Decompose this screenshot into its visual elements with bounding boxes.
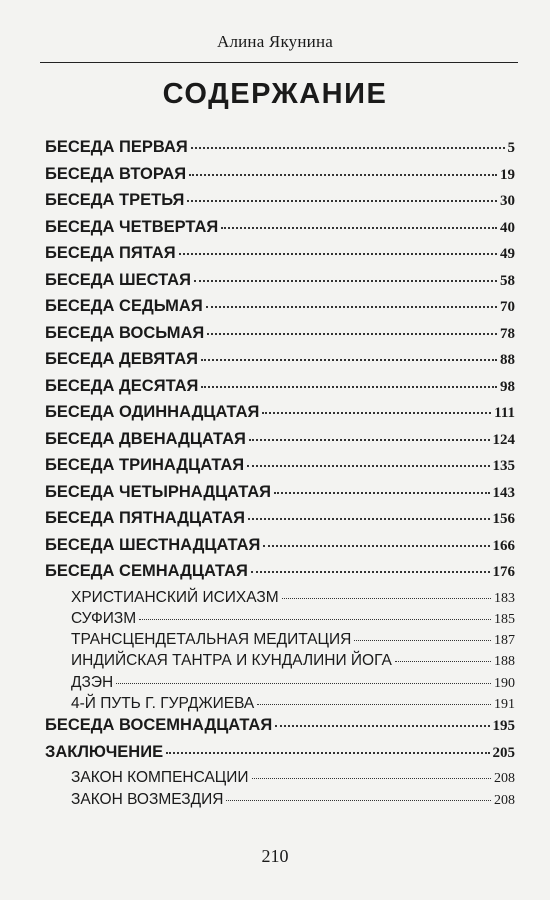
toc-entry-page: 187: [494, 633, 515, 649]
toc-entry-page: 190: [494, 675, 515, 691]
toc-entry-title: БЕСЕДА ЧЕТЫРНАДЦАТАЯ: [45, 482, 272, 501]
toc-subentry: [45, 631, 515, 652]
toc-entry-title: БЕСЕДА ПЯТНАДЦАТАЯ: [45, 509, 245, 527]
toc-entry-page: 40: [500, 219, 515, 236]
toc-entry-page: 191: [494, 696, 515, 712]
toc-entry-page: 5: [507, 140, 515, 156]
toc-entry-page: 176: [492, 564, 515, 580]
toc-subentry: [45, 695, 515, 716]
dot-leader: [179, 253, 497, 255]
toc-entry-title: БЕСЕДА ДВЕНАДЦАТАЯ: [45, 429, 246, 448]
toc-entry-page: 183: [494, 590, 515, 606]
toc-subentry: [45, 769, 515, 790]
toc-entry: [45, 403, 515, 430]
toc-entry: [45, 191, 515, 218]
dot-leader: [248, 518, 490, 520]
dot-leader: [247, 465, 489, 467]
toc-entry-page: 135: [492, 458, 515, 474]
dot-leader: [139, 619, 491, 620]
toc-entry: [45, 297, 515, 324]
toc-entry-page: 188: [494, 654, 515, 670]
toc-entry-title: БЕСЕДА СЕМНАДЦАТАЯ: [45, 562, 248, 580]
toc-entry: [45, 244, 515, 271]
dot-leader: [191, 147, 505, 149]
page-number: 210: [261, 846, 289, 866]
dot-leader: [249, 439, 490, 441]
toc-entry-title: БЕСЕДА ТРИНАДЦАТАЯ: [45, 456, 245, 474]
toc-entry: [45, 165, 515, 192]
page-title: СОДЕРЖАНИЕ: [162, 78, 388, 110]
toc-entry-page: 205: [492, 744, 515, 761]
toc-entry-title: БЕСЕДА ДЕСЯТАЯ: [45, 376, 199, 395]
toc-entry-title: БЕСЕДА ВТОРАЯ: [45, 164, 187, 183]
toc-entry: [45, 536, 515, 563]
toc-entry: [45, 430, 515, 457]
toc-subentry: [45, 674, 515, 695]
toc-entry-page: 88: [500, 352, 515, 368]
toc-entry-page: 208: [494, 792, 515, 808]
toc-entry-title: ДЗЭН: [71, 673, 114, 691]
toc-entry-title: БЕСЕДА ОДИННАДЦАТАЯ: [45, 403, 260, 421]
toc-entry-page: 49: [500, 246, 515, 262]
toc-entry: [45, 377, 515, 404]
toc-entry-title: ЗАКОН КОМПЕНСАЦИИ: [71, 769, 249, 787]
toc-entry-page: 98: [500, 378, 515, 395]
dot-leader: [116, 683, 491, 684]
dot-leader: [189, 174, 497, 176]
header-rule: [40, 62, 518, 63]
toc-entry-page: 58: [500, 272, 515, 289]
dot-leader: [257, 704, 491, 705]
toc-entry-title: БЕСЕДА ПЯТАЯ: [45, 244, 176, 262]
dot-leader: [226, 800, 491, 801]
dot-leader: [263, 545, 489, 547]
toc-subentry: [45, 610, 515, 631]
toc-entry-title: 4-Й ПУТЬ Г. ГУРДЖИЕВА: [71, 694, 255, 712]
dot-leader: [354, 640, 491, 641]
toc-entry-page: 70: [500, 299, 515, 315]
toc-entry-title: БЕСЕДА СЕДЬМАЯ: [45, 297, 203, 315]
toc-entry: [45, 324, 515, 351]
toc-entry-title: ИНДИЙСКАЯ ТАНТРА И КУНДАЛИНИ ЙОГА: [71, 652, 392, 670]
toc-subentry: [45, 652, 515, 673]
toc-entry: [45, 562, 515, 589]
toc-entry-title: БЕСЕДА ТРЕТЬЯ: [45, 191, 185, 209]
toc-entry-page: 195: [492, 718, 515, 735]
toc-entry: [45, 509, 515, 536]
toc-entry-page: 143: [492, 484, 515, 501]
toc-entry-title: ХРИСТИАНСКИЙ ИСИХАЗМ: [71, 588, 279, 606]
toc-entry-page: 19: [500, 166, 515, 183]
toc-entry-page: 124: [492, 431, 515, 448]
dot-leader: [262, 412, 491, 414]
toc-entry-page: 78: [500, 325, 515, 342]
dot-leader: [201, 359, 497, 361]
toc-entry-title: БЕСЕДА ДЕВЯТАЯ: [45, 350, 198, 368]
toc-entry: [45, 271, 515, 298]
toc-entry: [45, 456, 515, 483]
dot-leader: [207, 333, 497, 335]
toc-entry-title: СУФИЗМ: [71, 609, 137, 627]
dot-leader: [166, 752, 489, 754]
dot-leader: [221, 227, 497, 229]
toc-entry-page: 166: [492, 537, 515, 554]
dot-leader: [201, 386, 497, 388]
dot-leader: [251, 571, 490, 573]
toc-entry-title: БЕСЕДА ПЕРВАЯ: [45, 138, 188, 156]
toc-entry-title: БЕСЕДА ВОСЬМАЯ: [45, 323, 205, 342]
toc-entry-title: ЗАКОН ВОЗМЕЗДИЯ: [71, 790, 224, 808]
toc-entry-title: БЕСЕДА ЧЕТВЕРТАЯ: [45, 217, 219, 236]
toc-entry: [45, 138, 515, 165]
toc-entry-title: БЕСЕДА ВОСЕМНАДЦАТАЯ: [45, 716, 273, 735]
dot-leader: [275, 725, 489, 727]
toc-entry-page: 156: [492, 511, 515, 527]
toc-entry: [45, 483, 515, 510]
dot-leader: [187, 200, 497, 202]
dot-leader: [274, 492, 489, 494]
toc-entry-page: 30: [500, 193, 515, 209]
toc-entry-title: БЕСЕДА ШЕСТНАДЦАТАЯ: [45, 535, 261, 554]
toc-entry-page: 111: [494, 405, 515, 421]
running-head: Алина Якунина: [216, 32, 334, 51]
toc-entry-title: БЕСЕДА ШЕСТАЯ: [45, 270, 191, 289]
toc-entry: [45, 218, 515, 245]
toc-subentry: [45, 589, 515, 610]
table-of-contents: [45, 138, 515, 812]
toc-entry-page: 208: [494, 771, 515, 787]
dot-leader: [395, 661, 491, 662]
dot-leader: [252, 778, 491, 779]
toc-entry-title: ЗАКЛЮЧЕНИЕ: [45, 742, 164, 761]
toc-subentry: [45, 791, 515, 812]
toc-entry-page: 185: [494, 611, 515, 627]
dot-leader: [194, 280, 497, 282]
dot-leader: [282, 598, 491, 599]
toc-entry-title: ТРАНСЦЕНДЕТАЛЬНАЯ МЕДИТАЦИЯ: [71, 631, 352, 649]
toc-entry: [45, 743, 515, 770]
toc-entry: [45, 716, 515, 743]
dot-leader: [206, 306, 497, 308]
toc-entry: [45, 350, 515, 377]
